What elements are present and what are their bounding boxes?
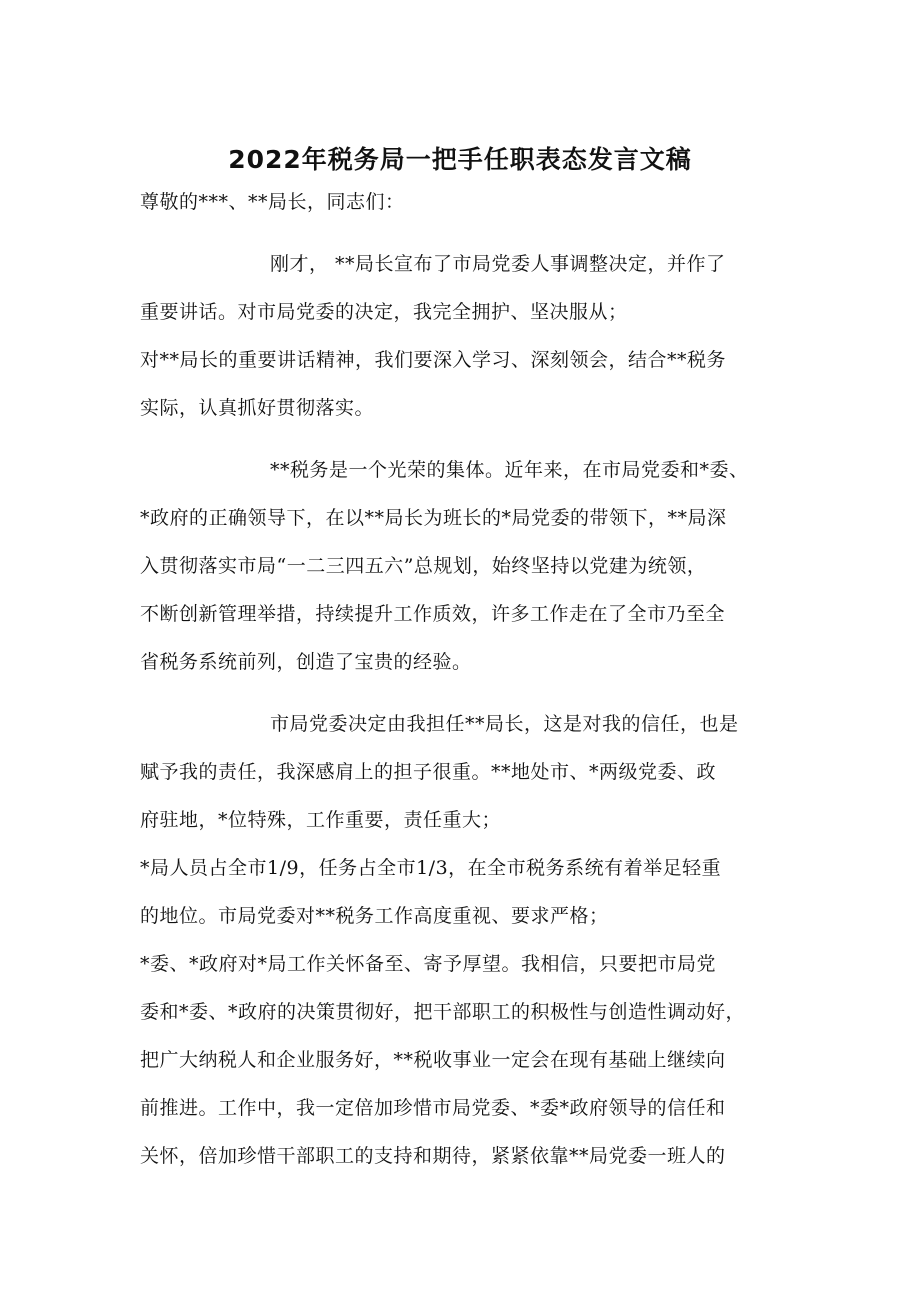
paragraph-line: *委、*政府对*局工作关怀备至、寄予厚望。我相信，只要把市局党 <box>140 953 717 975</box>
paragraph-line: 市局党委决定由我担任**局长，这是对我的信任，也是 <box>270 713 739 735</box>
paragraph-line: 委和*委、*政府的决策贯彻好，把干部职工的积极性与创造性调动好， <box>140 1001 746 1023</box>
paragraph-line: 府驻地，*位特殊，工作重要，责任重大； <box>140 809 502 831</box>
paragraph-line: 把广大纳税人和企业服务好，**税收事业一定会在现有基础上继续向 <box>140 1049 726 1071</box>
paragraph-line: 赋予我的责任，我深感肩上的担子很重。**地处市、*两级党委、政 <box>140 761 717 783</box>
paragraph-line: 的地位。市局党委对**税务工作高度重视、要求严格； <box>140 905 609 927</box>
paragraph-line: *局人员占全市1/9，任务占全市1/3，在全市税务系统有着举足轻重 <box>140 857 722 879</box>
paragraph-line: **税务是一个光荣的集体。近年来，在市局党委和*委、 <box>270 459 749 481</box>
page-title: 2022年税务局一把手任职表态发言文稿 <box>228 145 692 174</box>
paragraph-line: 实际，认真抓好贯彻落实。 <box>140 397 375 419</box>
paragraph-line: 对**局长的重要讲话精神，我们要深入学习、深刻领会，结合**税务 <box>140 349 727 371</box>
paragraph-line: 重要讲话。对市局党委的决定，我完全拥护、坚决服从； <box>140 301 628 323</box>
paragraph-line: *政府的正确领导下，在以**局长为班长的*局党委的带领下，**局深 <box>140 507 727 529</box>
paragraph-line: 刚才， **局长宣布了市局党委人事调整决定，并作了 <box>270 253 726 275</box>
document-body <box>140 178 785 1180</box>
paragraph-line: 省税务系统前列，创造了宝贵的经验。 <box>140 651 472 673</box>
paragraph-line: 入贯彻落实市局“一二三四五六”总规划，始终坚持以党建为统领， <box>140 555 707 577</box>
paragraph-line: 不断创新管理举措，持续提升工作质效，许多工作走在了全市乃至全 <box>140 603 726 625</box>
paragraph-line: 关怀，倍加珍惜干部职工的支持和期待，紧紧依靠**局党委一班人的 <box>140 1145 726 1167</box>
paragraph-line: 前推进。工作中，我一定倍加珍惜市局党委、*委*政府领导的信任和 <box>140 1097 726 1119</box>
salutation: 尊敬的***、**局长，同志们： <box>140 191 405 213</box>
